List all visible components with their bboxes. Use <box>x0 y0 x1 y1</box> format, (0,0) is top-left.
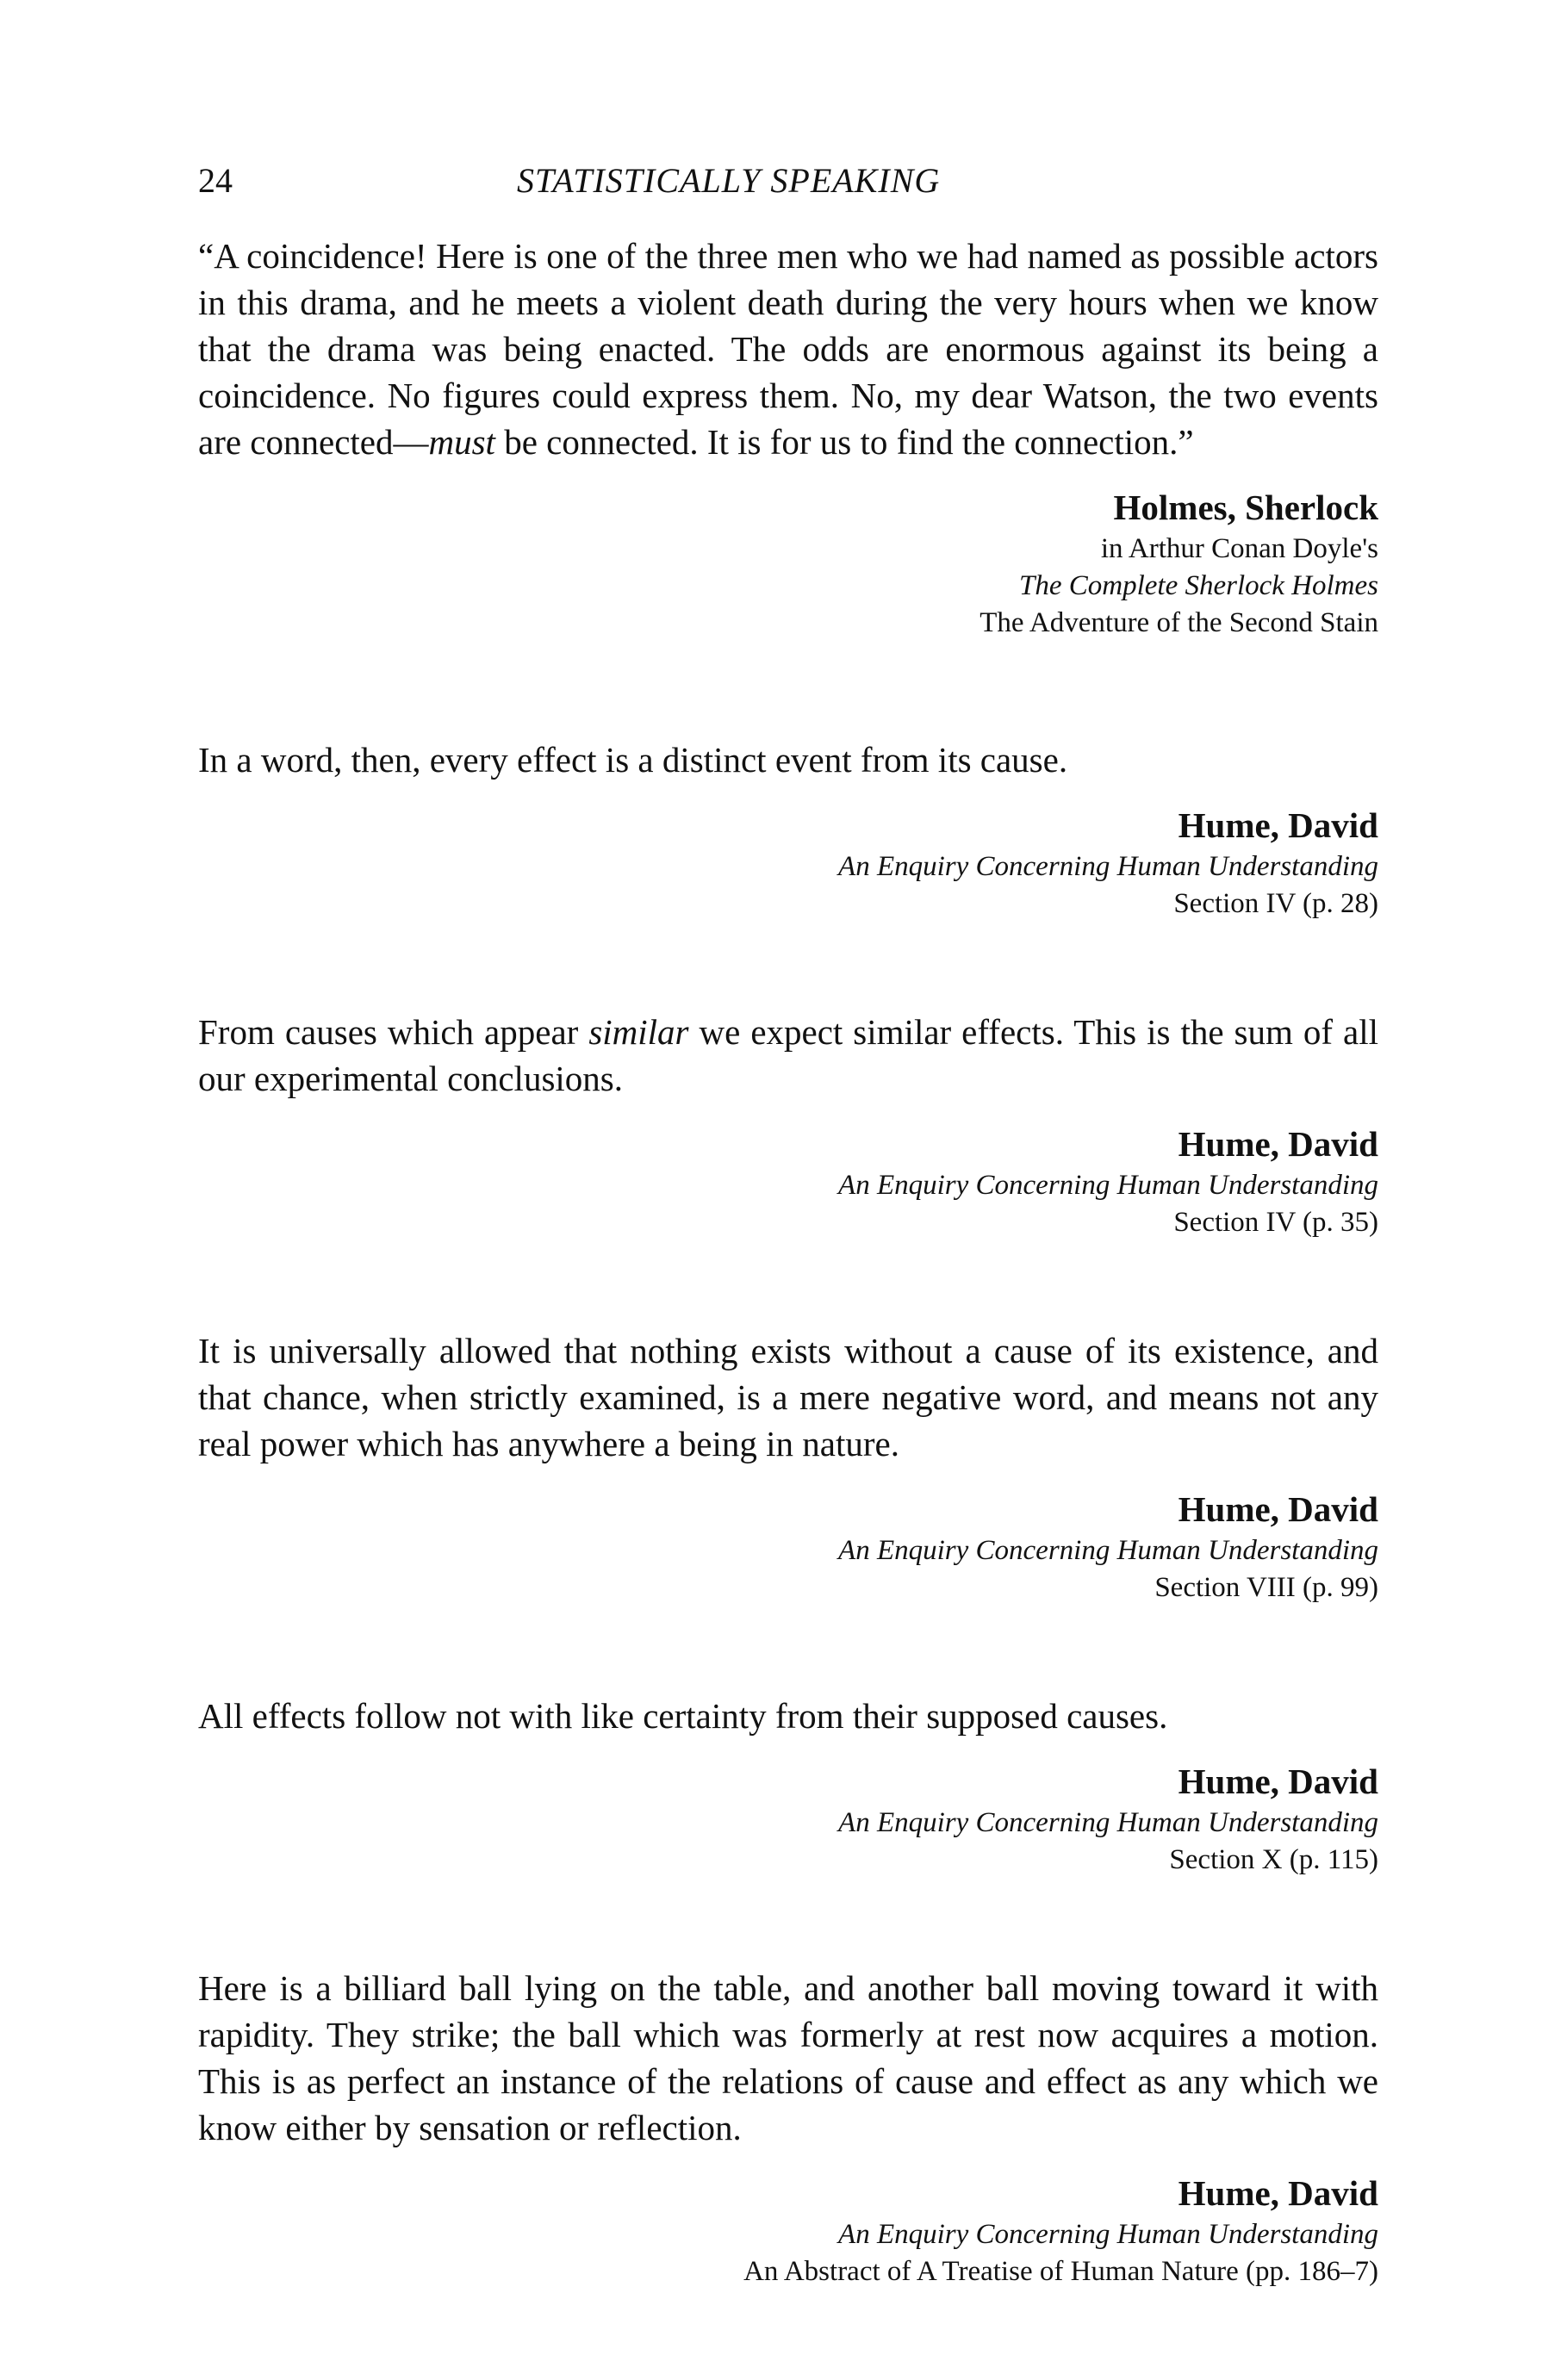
quotation-entry <box>198 736 1378 923</box>
author-name: Holmes, Sherlock <box>1113 488 1378 527</box>
running-header <box>198 155 1378 207</box>
quotation-entry <box>198 233 1378 642</box>
quotation-text: “A coincidence! Here is one of the three men who we had named as possible actors in this drama, and he meets a violent death during the very hours when we know that the drama was being enacted. The odds are enormous against its being a coincidence. No figures could express them. No, my dear Watson, the two events are connected—must be connected. It is for us to find the connection.” <box>198 236 1378 462</box>
source-location: Section VIII (p. 99) <box>1154 1572 1378 1603</box>
source-work-title: An Enquiry Concerning Human Understanding <box>838 2219 1378 2250</box>
author-name: Hume, David <box>1178 1762 1378 1801</box>
quotation-text: From causes which appear similar we expect similar effects. This is the sum of all our experimental conclusions. <box>198 1012 1379 1098</box>
author-name: Hume, David <box>1178 805 1378 845</box>
source-context: in Arthur Conan Doyle's <box>1100 533 1378 564</box>
source-work-title: An Enquiry Concerning Human Understanding <box>838 1535 1378 1566</box>
quotation-text: All effects follow not with like certainty from their supposed causes. <box>198 1696 1168 1736</box>
quotation-text: Here is a billiard ball lying on the table, and another ball moving toward it with rapidity. They strike; the ball which was formerly at rest now acquires a motion. This is as perfect an instance of the relations of cause and effect as any which we know either by sensation or reflection. <box>198 1968 1378 2147</box>
book-page <box>198 155 1378 2290</box>
source-work-title: The Complete Sherlock Holmes <box>1019 570 1378 601</box>
quotation-entry <box>198 1965 1378 2290</box>
attribution <box>198 484 1378 642</box>
source-location: The Adventure of the Second Stain <box>980 607 1378 638</box>
quotation-entry <box>198 1693 1378 1879</box>
emphasized-word: must <box>428 422 495 462</box>
attribution <box>198 1758 1378 1879</box>
attribution <box>198 1121 1378 1241</box>
source-location: An Abstract of A Treatise of Human Nature (pp. 186–7) <box>743 2256 1378 2287</box>
author-name: Hume, David <box>1178 1124 1378 1164</box>
source-work-title: An Enquiry Concerning Human Understanding <box>838 1807 1378 1838</box>
emphasized-word: similar <box>588 1012 689 1052</box>
author-name: Hume, David <box>1178 1489 1378 1529</box>
page-number: 24 <box>198 161 233 200</box>
source-work-title: An Enquiry Concerning Human Understanding <box>838 1170 1378 1201</box>
source-location: Section X (p. 115) <box>1169 1844 1378 1875</box>
quotation-entry <box>198 1009 1378 1241</box>
quotation-entry <box>198 1327 1378 1606</box>
attribution <box>198 802 1378 923</box>
quotation-text: It is universally allowed that nothing exists without a cause of its existence, and that chance, when strictly examined, is a mere negative word, and means not any real power which has anywhere a being in nature. <box>198 1331 1378 1463</box>
attribution <box>198 2170 1378 2290</box>
quotation-text: In a word, then, every effect is a distinct event from its cause. <box>198 740 1068 780</box>
source-work-title: An Enquiry Concerning Human Understanding <box>838 851 1378 882</box>
running-title: STATISTICALLY SPEAKING <box>517 161 941 200</box>
author-name: Hume, David <box>1178 2173 1378 2213</box>
attribution <box>198 1486 1378 1606</box>
source-location: Section IV (p. 35) <box>1173 1207 1378 1238</box>
source-location: Section IV (p. 28) <box>1173 888 1378 919</box>
